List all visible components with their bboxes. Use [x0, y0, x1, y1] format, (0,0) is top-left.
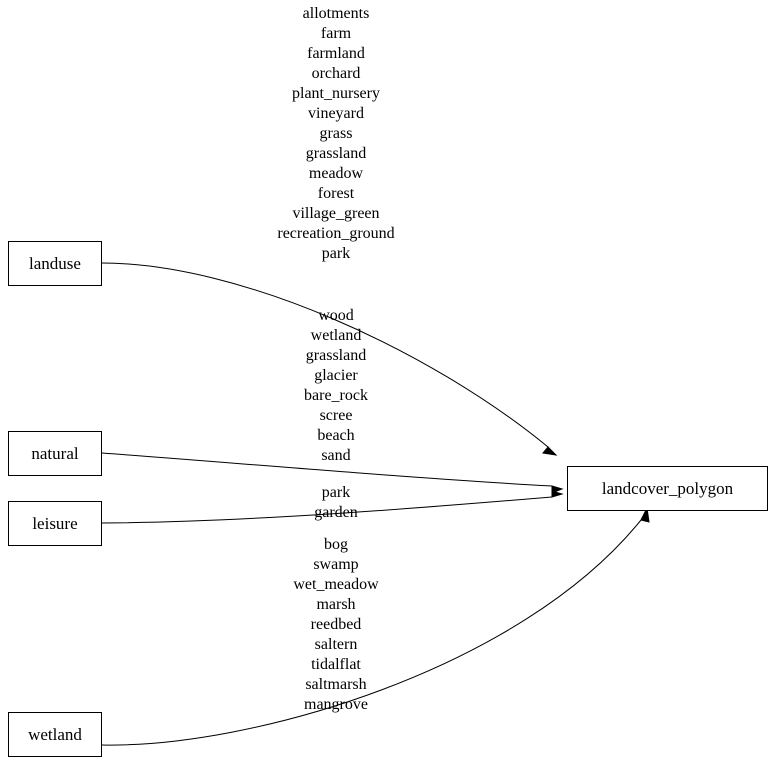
node-landuse[interactable] [8, 241, 102, 286]
edge-label-group-leisure [186, 483, 486, 523]
edge-label: vineyard [308, 105, 364, 122]
edge-label-group-natural [186, 306, 486, 466]
edge-label: beach [317, 427, 355, 444]
edge-label: mangrove [304, 696, 368, 713]
edge-label: saltern [314, 636, 358, 653]
edge-label: village_green [292, 205, 380, 222]
node-label: wetland [28, 725, 82, 744]
edge-label-group-landuse [186, 4, 486, 264]
edge-label: bare_rock [304, 387, 368, 404]
edge-label: orchard [311, 65, 361, 82]
edge-label: grassland [305, 145, 367, 162]
edge-label: wet_meadow [293, 576, 379, 593]
edge-label: sand [321, 447, 351, 464]
node-natural[interactable] [8, 431, 102, 476]
edge-label: swamp [313, 556, 359, 573]
node-label: landuse [29, 254, 81, 273]
edge-label: glacier [314, 367, 358, 384]
edge-label: park [321, 245, 351, 262]
arrowhead-leisure-to-landcover_polygon [552, 491, 562, 497]
arrowhead-landuse-to-landcover_polygon [543, 447, 556, 455]
edge-label: wetland [310, 327, 362, 344]
edge-label: farm [320, 25, 352, 42]
edge-label: scree [319, 407, 353, 424]
edge-label: grassland [305, 347, 367, 364]
edge-label: tidalflat [311, 656, 361, 673]
edge-label: park [321, 484, 351, 501]
edge-label: farmland [307, 45, 365, 62]
node-wetland[interactable] [8, 712, 102, 757]
edge-label: marsh [316, 596, 356, 613]
edge-label: grass [319, 125, 353, 142]
edge-label: allotments [302, 5, 370, 22]
edge-label: recreation_ground [277, 225, 395, 242]
edge-label-group-wetland [186, 535, 486, 715]
edge-label: wood [318, 307, 354, 324]
edge-label: bog [324, 536, 348, 553]
edge-label: meadow [308, 165, 364, 182]
node-label: landcover_polygon [601, 479, 734, 498]
edge-label: reedbed [310, 616, 362, 633]
edge-label: saltmarsh [305, 676, 367, 693]
node-label: natural [31, 444, 79, 463]
node-landcover_polygon[interactable] [567, 466, 768, 511]
node-label: leisure [32, 514, 78, 533]
edge-label: plant_nursery [292, 85, 380, 102]
node-leisure[interactable] [8, 501, 102, 546]
edge-label: forest [317, 185, 355, 202]
edge-label: garden [314, 504, 358, 521]
